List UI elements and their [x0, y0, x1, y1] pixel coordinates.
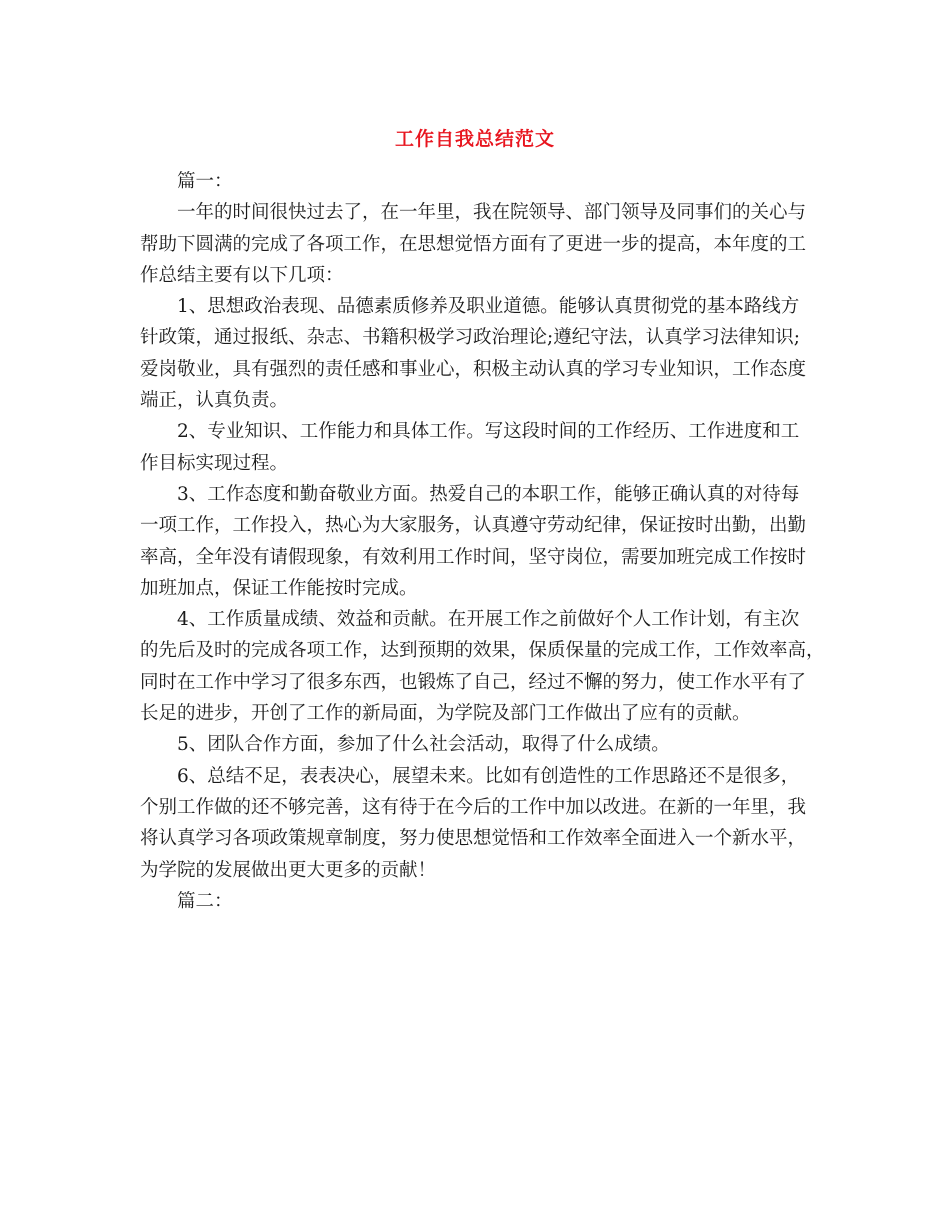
text-line: 篇二： — [177, 890, 233, 912]
text-line: 1、思想政治表现、品德素质修养及职业道德。能够认真贯彻党的基本路线方 — [177, 296, 800, 318]
text-line: 作目标实现过程。 — [140, 452, 289, 474]
text-line: 爱岗敬业，具有强烈的责任感和事业心，积极主动认真的学习专业知识，工作态度 — [140, 358, 807, 380]
text-line: 率高，全年没有请假现象，有效利用工作时间，坚守岗位，需要加班完成工作按时 — [140, 546, 807, 568]
text-line: 篇一： — [177, 171, 233, 192]
document-body — [140, 166, 825, 917]
text-line: 帮助下圆满的完成了各项工作，在思想觉悟方面有了更进一步的提高，本年度的工 — [140, 233, 807, 255]
text-line: 同时在工作中学习了很多东西，也锻炼了自己，经过不懈的努力，使工作水平有了 — [140, 671, 807, 693]
text-line: 作总结主要有以下几项： — [140, 264, 344, 286]
text-line: 加班加点，保证工作能按时完成。 — [140, 577, 418, 599]
document-title: 工作自我总结范文 — [394, 128, 555, 150]
text-line: 为学院的发展做出更大更多的贡献！ — [140, 859, 437, 881]
text-line: 端正，认真负责。 — [140, 390, 289, 412]
text-line: 一年的时间很快过去了，在一年里，我在院领导、部门领导及同事们的关心与 — [177, 202, 807, 224]
text-line: 的先后及时的完成各项工作，达到预期的效果，保质保量的完成工作，工作效率高， — [140, 640, 825, 662]
text-line: 2、专业知识、工作能力和具体工作。写这段时间的工作经历、工作进度和工 — [177, 421, 800, 443]
text-line: 3、工作态度和勤奋敬业方面。热爱自己的本职工作，能够正确认真的对待每 — [177, 483, 800, 505]
text-line: 个别工作做的还不够完善，这有待于在今后的工作中加以改进。在新的一年里，我 — [140, 796, 807, 818]
text-line: 将认真学习各项政策规章制度，努力使思想觉悟和工作效率全面进入一个新水平， — [140, 828, 807, 850]
text-line: 4、工作质量成绩、效益和贡献。在开展工作之前做好个人工作计划，有主次 — [177, 609, 800, 631]
text-line: 一项工作，工作投入，热心为大家服务，认真遵守劳动纪律，保证按时出勤，出勤 — [140, 515, 807, 537]
text-line: 针政策，通过报纸、杂志、书籍积极学习政治理论;遵纪守法，认真学习法律知识; — [140, 327, 800, 349]
text-line: 6、总结不足，表表决心，展望未来。比如有创造性的工作思路还不是很多， — [177, 765, 800, 787]
text-line: 5、团队合作方面，参加了什么社会活动，取得了什么成绩。 — [177, 734, 670, 756]
text-line: 长足的进步，开创了工作的新局面，为学院及部门工作做出了应有的贡献。 — [140, 703, 751, 725]
